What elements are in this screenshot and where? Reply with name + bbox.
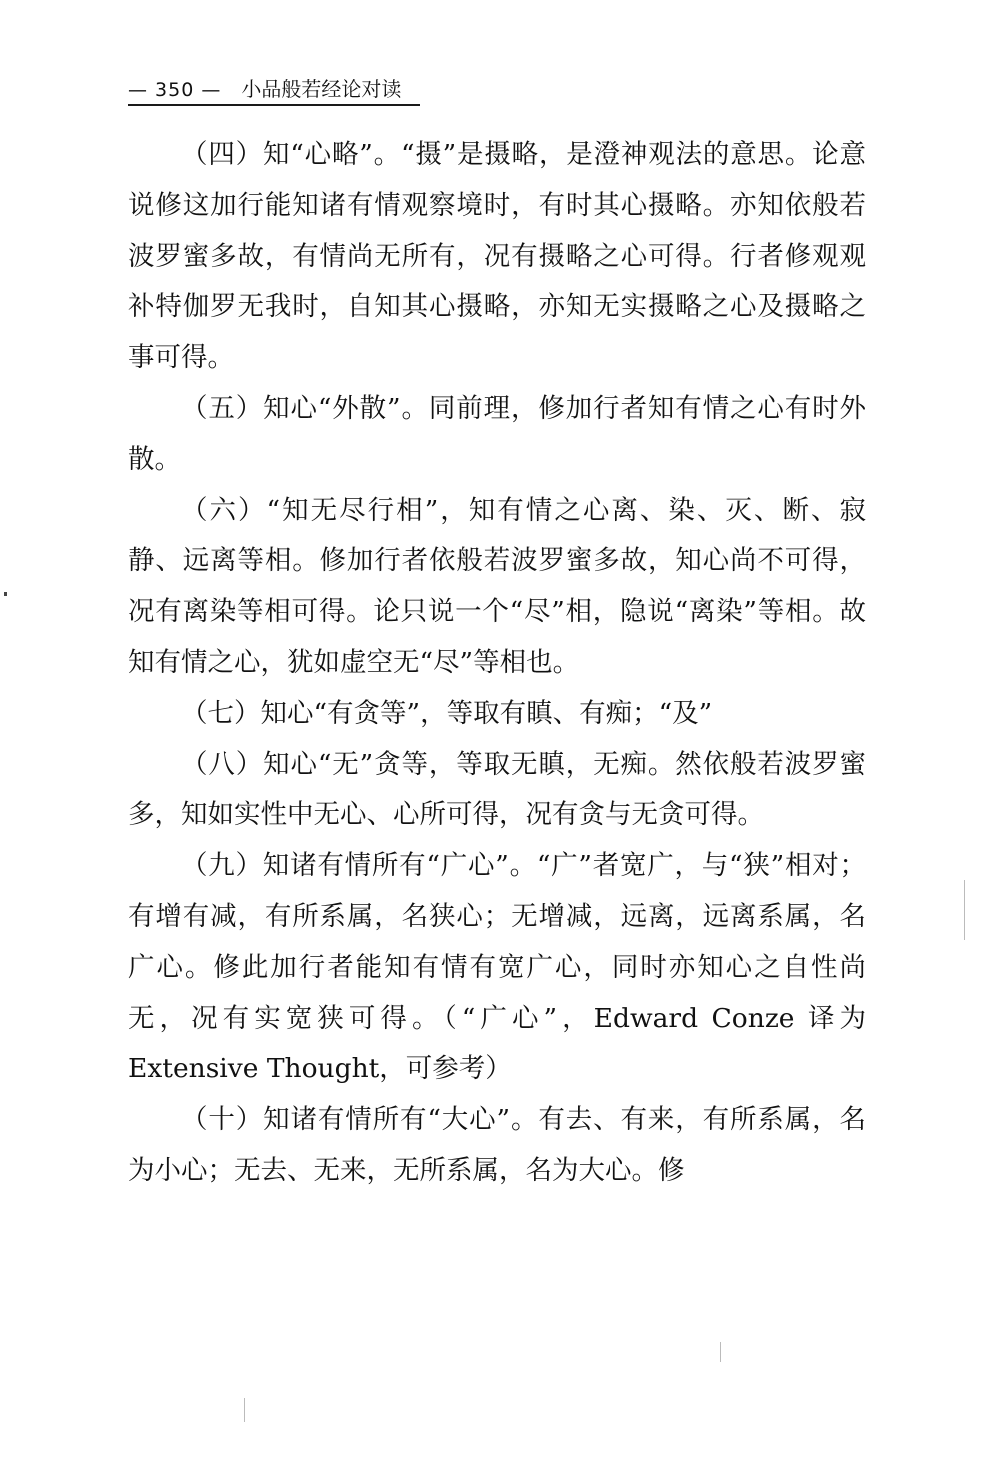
paragraph-5: （五）知心“外散”。同前理，修加行者知有情之心有时外散。 bbox=[128, 392, 866, 475]
header-rule bbox=[128, 104, 420, 106]
scan-speck bbox=[964, 880, 965, 940]
running-header bbox=[128, 74, 428, 104]
body-text bbox=[128, 130, 866, 1197]
scan-speck bbox=[720, 1342, 721, 1362]
scan-speck bbox=[244, 1398, 245, 1422]
paragraph-7: （七）知心“有贪等”，等取有瞋、有痴；“及” bbox=[181, 697, 713, 729]
paragraph-8: （八）知心“无”贪等，等取无瞋，无痴。然依般若波罗蜜多，知如实性中无心、心所可得，况有贪与无贪可得。 bbox=[128, 748, 866, 831]
page-number: — 350 — bbox=[128, 79, 222, 101]
scan-speck bbox=[4, 592, 7, 596]
paragraph-10: （十）知诸有情所有“大心”。有去、有来，有所系属，名为小心；无去、无来，无所系属，名为大心。修 bbox=[128, 1104, 866, 1186]
paragraph-4: （四）知“心略”。“摄”是摄略，是澄神观法的意思。论意说修这加行能知诸有情观察境时，有时其心摄略。亦知依般若波罗蜜多故，有情尚无所有，况有摄略之心可得。行者修观观补特伽罗无我时，自知其心摄略，亦知无实摄略之心及摄略之事可得。 bbox=[128, 139, 866, 374]
paragraph-6: （六）“知无尽行相”，知有情之心离、染、灭、断、寂静、远离等相。修加行者依般若波罗蜜多故，知心尚不可得，况有离染等相可得。论只说一个“尽”相，隐说“离染”等相。故知有情之心，犹如虚空无“尽”等相也。 bbox=[128, 494, 866, 678]
book-title: 小品般若经论对读 bbox=[241, 77, 402, 101]
paragraph-9: （九）知诸有情所有“广心”。“广”者宽广，与“狭”相对；有增有减，有所系属，名狭心；无增减，远离，远离系属，名广心。修此加行者能知有情有宽广心，同时亦知心之自性尚无，况有实宽狭可得。（“广心”，Edward Conze 译为 Extensive Thought，可参考） bbox=[128, 850, 866, 1085]
